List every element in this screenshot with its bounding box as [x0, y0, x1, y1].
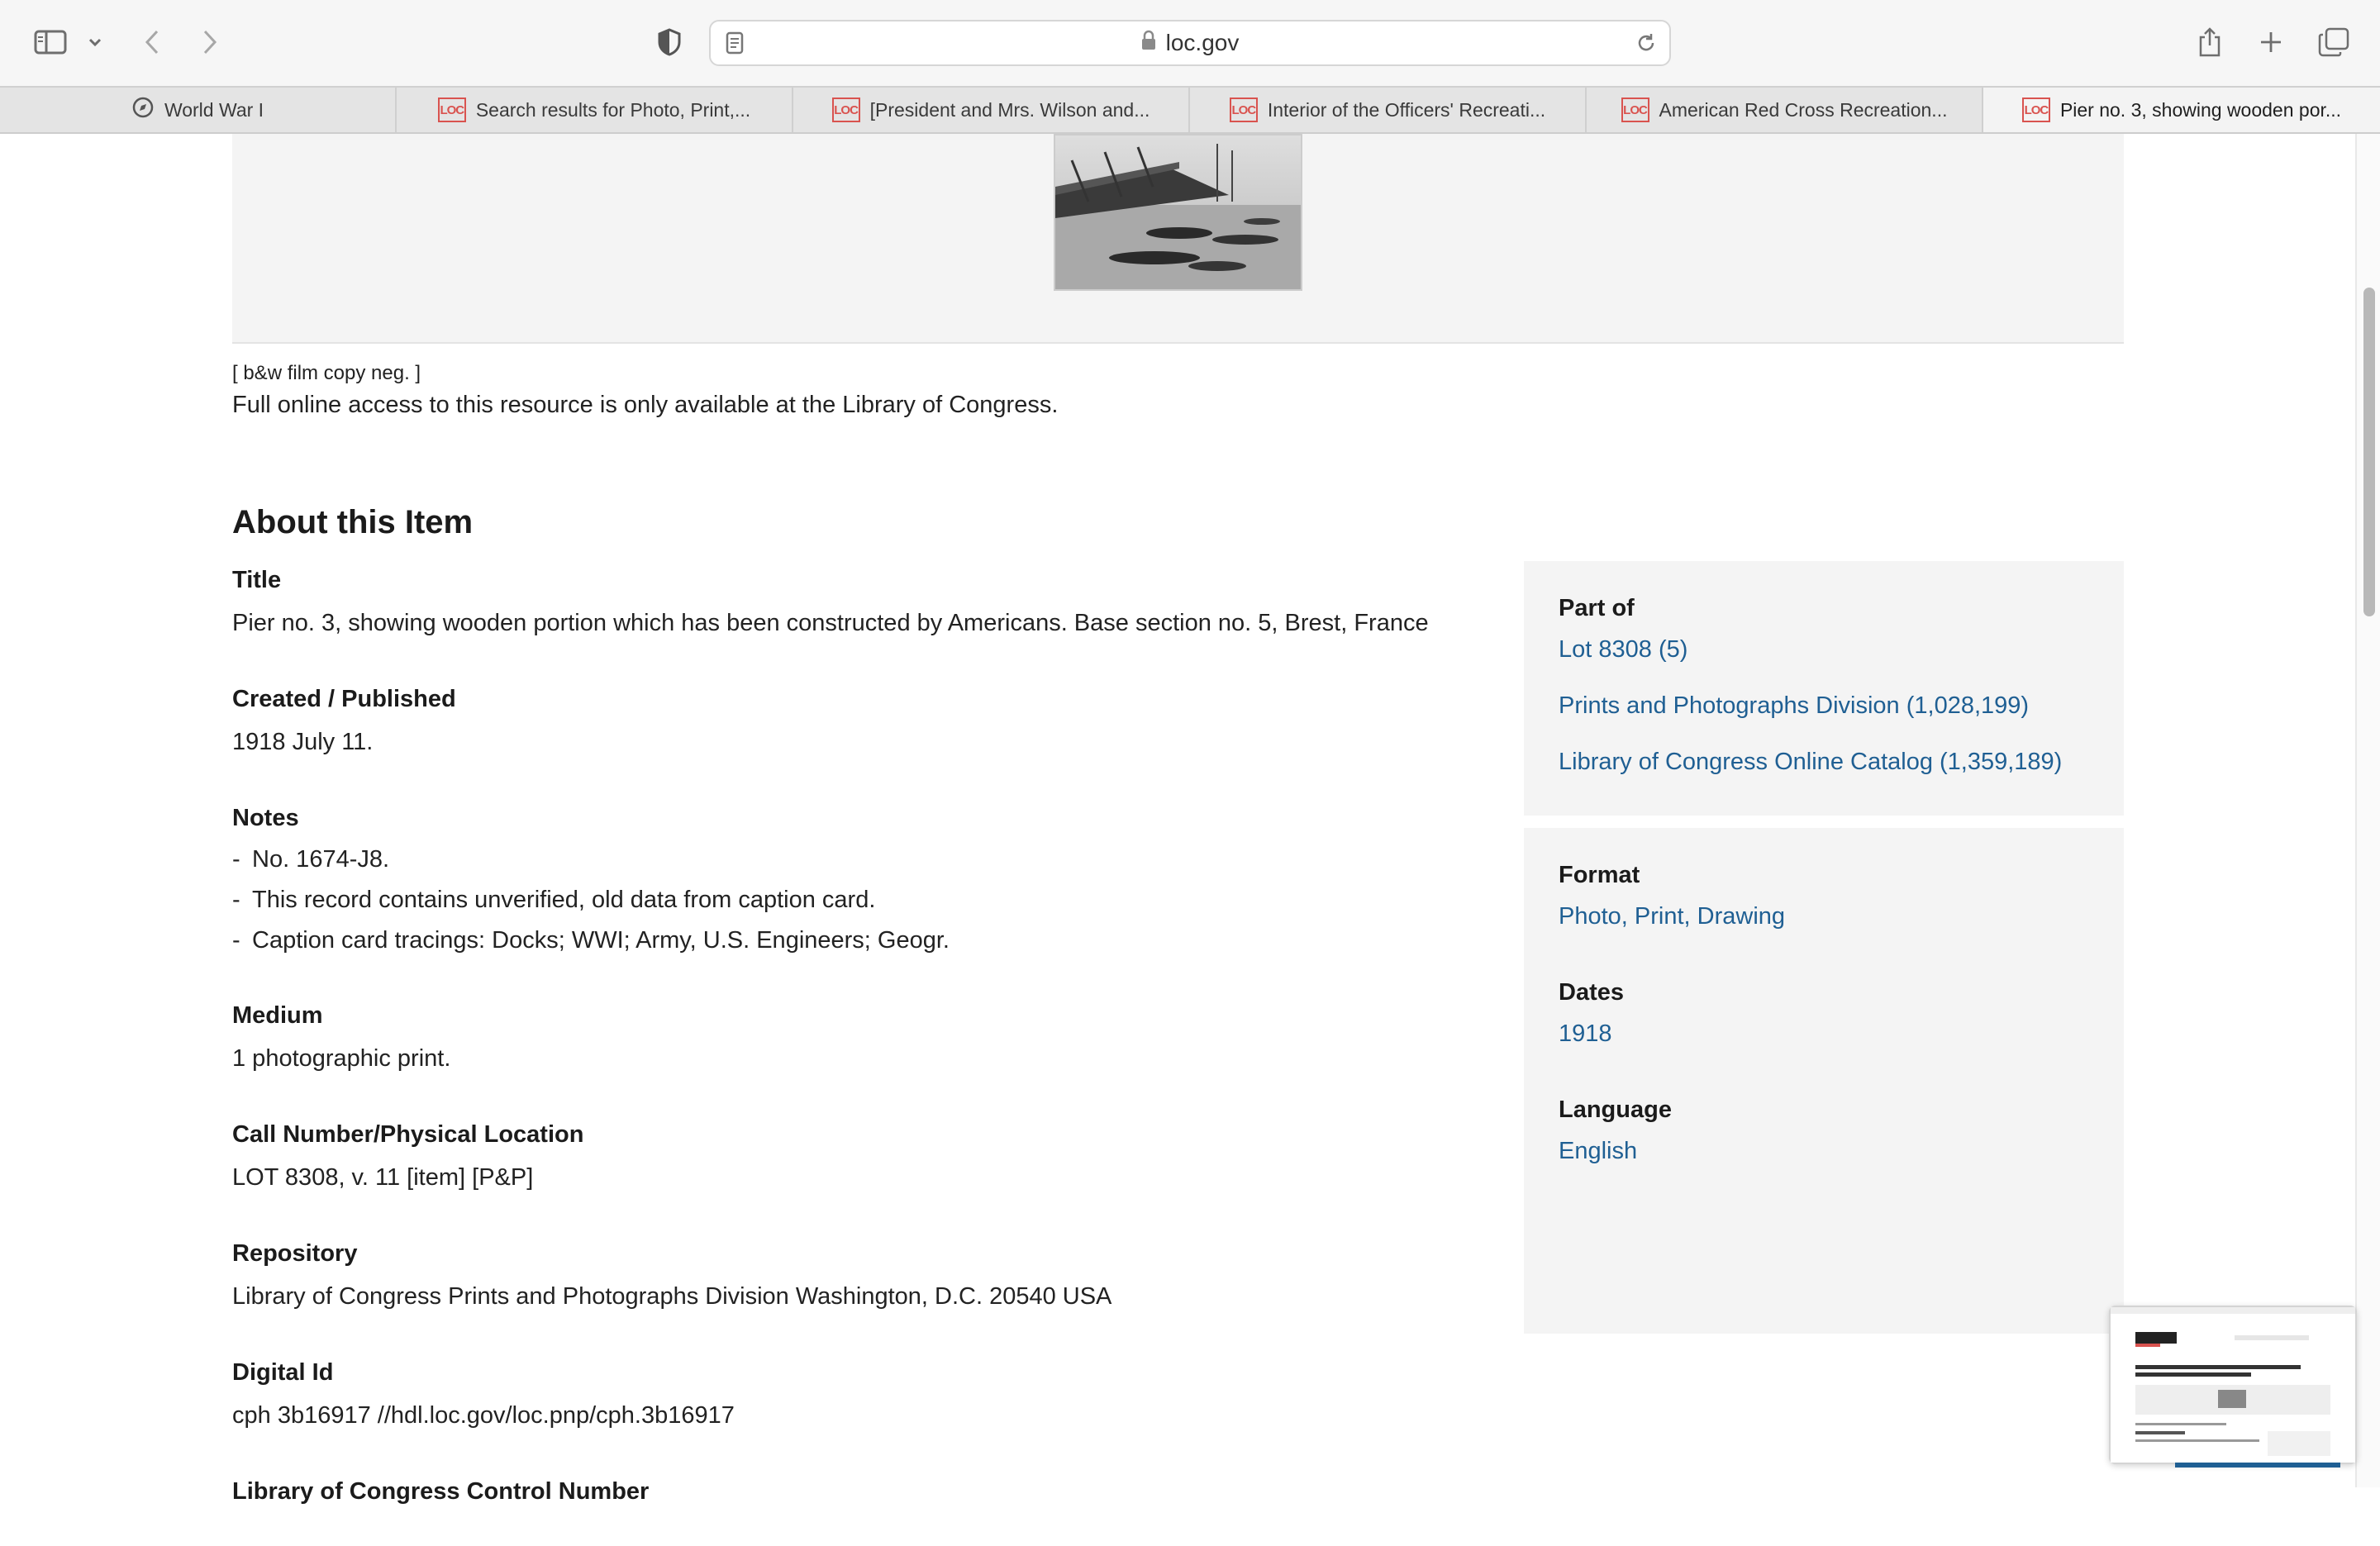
- field-label: Call Number/Physical Location: [232, 1121, 584, 1148]
- loc-favicon-icon: LOC: [2022, 98, 2050, 122]
- note-item: - No. 1674-J8.: [232, 846, 390, 873]
- tab-world-war-i[interactable]: [0, 88, 397, 132]
- url-text: loc.gov: [1165, 30, 1240, 55]
- note-text: No. 1674-J8.: [252, 846, 390, 873]
- field-label: Library of Congress Control Number: [232, 1478, 650, 1505]
- tab-label: Search results for Photo, Print,...: [475, 98, 751, 121]
- field-value: Pier no. 3, showing wooden portion which has been constructed by Americans. Base section no. 5, Brest, France: [232, 610, 1429, 636]
- item-photo[interactable]: [1054, 134, 1302, 291]
- scrollbar-thumb[interactable]: [2363, 288, 2375, 616]
- field-notes: [232, 797, 1472, 961]
- format-link[interactable]: Photo, Print, Drawing: [1559, 903, 1786, 930]
- page-scrollbar[interactable]: [2355, 134, 2380, 1487]
- dates-group: [1559, 972, 2089, 1054]
- tab-red-cross[interactable]: [1587, 88, 1983, 132]
- field-value: 1 photographic print.: [232, 1045, 451, 1072]
- tab-pier-no-3-active[interactable]: [1983, 88, 2380, 132]
- compass-icon: [131, 96, 155, 124]
- item-fields: [232, 559, 1472, 1546]
- note-item: - Caption card tracings: Docks; WWI; Army, U.S. Engineers; Geogr.: [232, 927, 950, 954]
- tab-label: American Red Cross Recreation...: [1659, 98, 1948, 121]
- image-caption: [ b&w film copy neg. ]: [232, 362, 421, 384]
- loc-favicon-icon: LOC: [1621, 98, 1649, 122]
- tab-label: Interior of the Officers' Recreati...: [1267, 98, 1546, 121]
- tab-officers-recreation[interactable]: [1190, 88, 1587, 132]
- tab-search-results[interactable]: [397, 88, 793, 132]
- part-of-heading: Part of: [1559, 595, 1635, 621]
- loc-favicon-icon: LOC: [1230, 98, 1258, 122]
- tab-bar: [0, 86, 2380, 134]
- loc-favicon-icon: LOC: [438, 98, 466, 122]
- field-title: [232, 559, 1472, 645]
- language-heading: Language: [1559, 1096, 1672, 1123]
- field-repository: [232, 1232, 1472, 1318]
- format-group: [1559, 854, 2089, 937]
- field-value: 1918 July 11.: [232, 729, 374, 755]
- about-item-heading: About this Item: [232, 504, 474, 540]
- dates-link[interactable]: 1918: [1559, 1020, 1612, 1047]
- field-value: cph 3b16917 //hdl.loc.gov/loc.pnp/cph.3b16917: [232, 1402, 735, 1429]
- tab-label: Pier no. 3, showing wooden por...: [2059, 98, 2342, 121]
- field-label: Medium: [232, 1002, 323, 1029]
- reload-icon[interactable]: [1635, 31, 1658, 59]
- part-of-panel: [1524, 561, 2124, 816]
- note-text: Caption card tracings: Docks; WWI; Army, U.S. Engineers; Geogr.: [252, 927, 950, 954]
- note-item: - This record contains unverified, old data from caption card.: [232, 887, 876, 913]
- access-note: Full online access to this resource is only available at the Library of Congress.: [232, 392, 1059, 418]
- tab-overview-icon[interactable]: [2316, 18, 2352, 66]
- forward-icon[interactable]: [193, 18, 226, 66]
- browser-toolbar: [0, 0, 2380, 86]
- page-content: [0, 134, 2355, 1505]
- field-label: Title: [232, 567, 282, 593]
- language-link[interactable]: English: [1559, 1138, 1638, 1164]
- page-thumbnail-preview[interactable]: [2109, 1306, 2357, 1464]
- tab-label: World War I: [164, 98, 264, 121]
- part-of-link-prints-photographs[interactable]: Prints and Photographs Division (1,028,199): [1559, 692, 2030, 719]
- dates-heading: Dates: [1559, 979, 1624, 1006]
- field-value: Library of Congress Prints and Photographs Division Washington, D.C. 20540 USA: [232, 1283, 1112, 1310]
- field-label: Repository: [232, 1240, 358, 1267]
- shield-privacy-icon[interactable]: [653, 18, 686, 66]
- field-label: Created / Published: [232, 686, 456, 712]
- new-tab-icon[interactable]: [2254, 18, 2287, 66]
- address-bar[interactable]: [709, 20, 1671, 66]
- note-text: This record contains unverified, old data from caption card.: [252, 887, 876, 913]
- field-digital-id: [232, 1351, 1472, 1437]
- sidebar-toggle-icon[interactable]: [30, 18, 71, 66]
- field-label: Notes: [232, 805, 299, 831]
- thumbnail-highlight-bar: [2175, 1463, 2340, 1468]
- language-group: [1559, 1089, 2089, 1172]
- field-lccn: [232, 1470, 1472, 1513]
- loc-favicon-icon: LOC: [832, 98, 860, 122]
- format-heading: Format: [1559, 862, 1640, 888]
- item-meta-panel: [1524, 828, 2124, 1334]
- part-of-link-online-catalog[interactable]: Library of Congress Online Catalog (1,359,189): [1559, 749, 2063, 775]
- field-created-published: [232, 678, 1472, 763]
- tab-label: [President and Mrs. Wilson and...: [869, 98, 1150, 121]
- field-call-number: [232, 1113, 1472, 1199]
- lock-icon: [1141, 30, 1156, 56]
- field-label: Digital Id: [232, 1359, 334, 1386]
- chevron-down-icon[interactable]: [83, 18, 107, 66]
- item-image-panel: [232, 134, 2124, 344]
- field-value: LOT 8308, v. 11 [item] [P&P]: [232, 1164, 534, 1191]
- back-icon[interactable]: [136, 18, 169, 66]
- field-medium: [232, 994, 1472, 1080]
- part-of-link-lot-8308[interactable]: Lot 8308 (5): [1559, 636, 1688, 663]
- share-icon[interactable]: [2193, 18, 2226, 66]
- tab-president-wilson[interactable]: [793, 88, 1190, 132]
